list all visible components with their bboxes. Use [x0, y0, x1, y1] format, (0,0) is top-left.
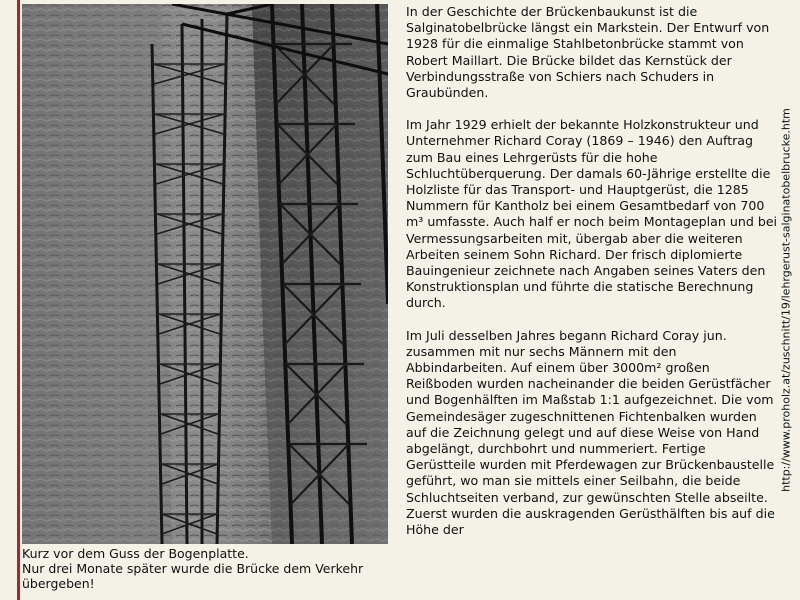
- article-paragraph: Im Jahr 1929 erhielt der bekannte Holzkonstrukteur und Unternehmer Richard Coray (1869 – 1946) den Auftrag zum Bau eines Lehrgerüsts für die hohe Schluchtüberquerung. Der damals 60-Jährige erstellte die Holzliste für das Transport- und Hauptgerüst, die 1285 Nummern für Kantholz bei einem Gesamtbedarf von 700 m³ umfasste. Auch half er noch beim Montageplan und bei Vermessungsarbeiten mit, übergab aber die weiteren Arbeiten seinem Sohn Richard. Der frisch diplomierte Bauingenieur zeichnete nach Angaben seines Vaters den Konstruktionsplan und führte die statische Berechnung durch.: [406, 117, 778, 311]
- article-paragraph: Im Juli desselben Jahres begann Richard Coray jun. zusammen mit nur sechs Männern mit den Abbindarbeiten. Auf einem über 3000m² großen Reißboden wurden nacheinander die beiden Gerüstfächer und Bogenhälften im Maßstab 1:1 aufgezeichnet. Die vom Gemeindesäger zugeschnittenen Fichtenbalken wurden auf die Zeichnung gelegt und auf diese Weise von Hand abgelängt, durchbohrt und nummeriert. Fertige Gerüstteile wurden mit Pferdewagen zur Brückenbaustelle geführt, wo man sie mittels einer Seilbahn, die beide Schluchtseiten verband, zur gewünschten Stelle abseilte. Zuerst wurden die auskragenden Gerüsthälften bis auf die Höhe der: [406, 327, 775, 538]
- scaffold-photo-drawing: [22, 4, 388, 544]
- photo-caption: [22, 546, 392, 591]
- article-paragraph: In der Geschichte der Brückenbaukunst ist die Salginatobelbrücke längst ein Markstein. Der Entwurf von 1928 für die einmalige Stahlbetonbrücke stammt von Robert Maillart. Die Brücke bildet das Kernstück der Verbindungsstraße von Schiers nach Schuders in Graubünden.: [406, 4, 770, 101]
- scaffold-photo: [22, 4, 388, 544]
- left-accent-rule: [17, 0, 20, 600]
- source-url: http://www.proholz.at/zuschnitt/19/lehrgerust-salginatobelbrucke.htm: [779, 108, 793, 492]
- article-body: [406, 4, 778, 554]
- caption-line-1: Kurz vor dem Guss der Bogenplatte.: [22, 546, 249, 561]
- caption-line-2: Nur drei Monate später wurde die Brücke dem Verkehr übergeben!: [22, 561, 364, 591]
